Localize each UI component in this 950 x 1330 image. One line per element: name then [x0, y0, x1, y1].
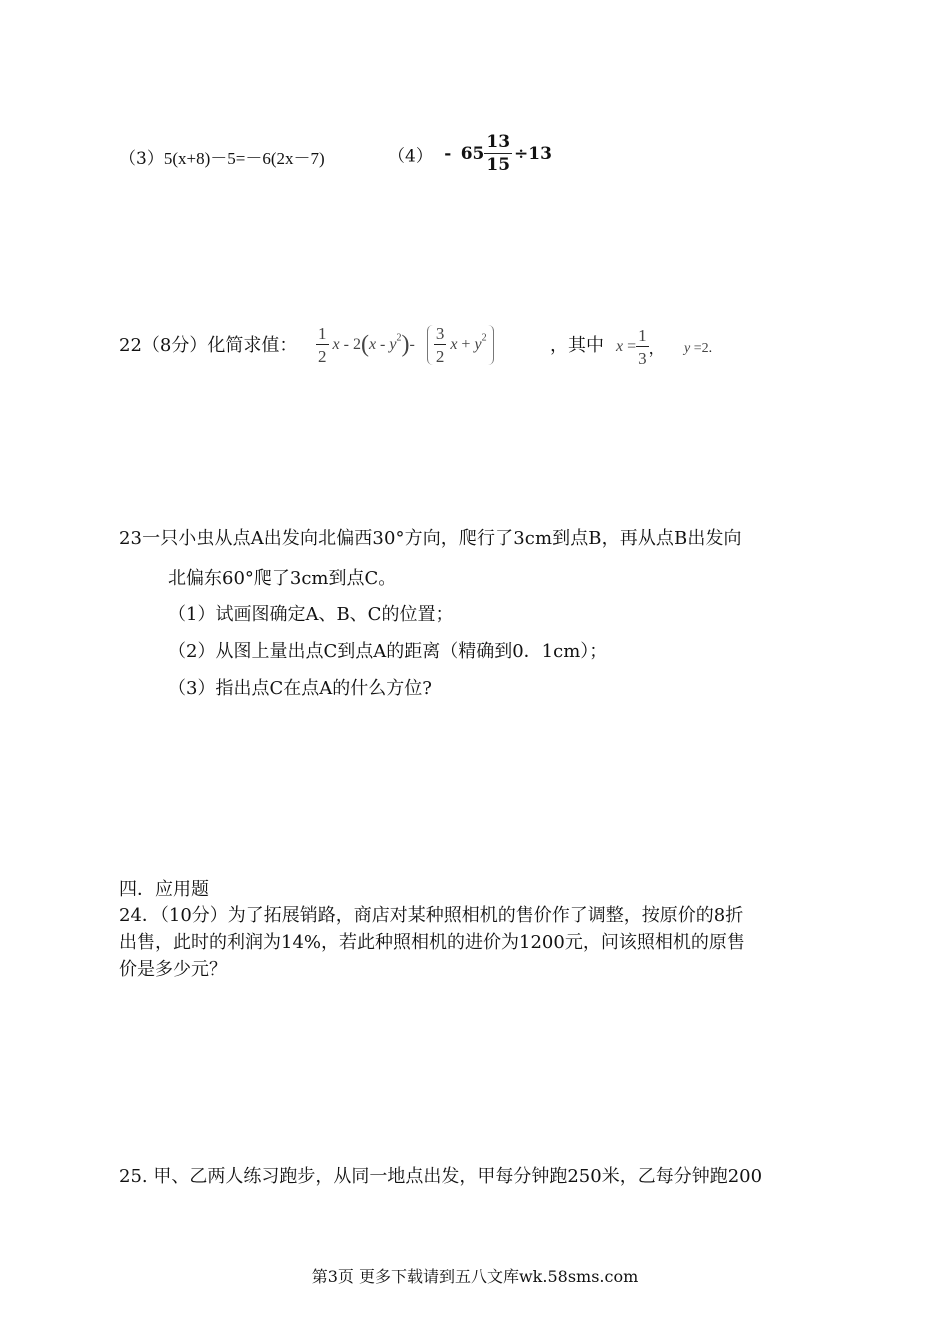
- page-footer: 第3页 更多下载请到五八文库wk.58sms.com: [311, 1267, 639, 1286]
- q22-bracket-group: [427, 325, 494, 365]
- q21-part4-sign: -: [444, 144, 452, 164]
- q22-two: 2: [352, 336, 361, 353]
- q22-expression: [316, 325, 494, 365]
- q22-lead: 22（8分）化简求值：: [119, 335, 298, 356]
- q21-part3-label: （3）: [119, 149, 164, 169]
- q22-half-denominator: 2: [318, 347, 327, 366]
- q22-three-denominator: 2: [435, 347, 445, 366]
- q21-part4: [388, 134, 552, 174]
- q22-x-2: x: [368, 336, 377, 353]
- q24-line-1: 24．（10分）为了拓展销路，商店对某种照相机的售价作了调整，按原价的8折: [119, 905, 744, 926]
- q22-rparen: ): [401, 331, 410, 358]
- q21-part4-label: （4）: [388, 146, 433, 167]
- q23-line-1: 23一只小虫从点A出发向北偏西30°方向，爬行了3cm到点B，再从点B出发向: [119, 528, 742, 549]
- q22-minus-2: -: [380, 336, 386, 353]
- q22-x-denominator: 3: [638, 349, 647, 368]
- q22-x-3: x: [450, 336, 458, 353]
- q22-x-numerator: 1: [638, 326, 647, 345]
- q22-x-value: [616, 327, 665, 367]
- q21-part4-whole: 65: [460, 144, 485, 164]
- q23-sub-2: （2）从图上量出点C到点A的距离（精确到0．1cm）；: [168, 641, 608, 662]
- section-4-title: 四．应用题: [119, 879, 209, 900]
- q24-line-3: 价是多少元？: [119, 959, 227, 980]
- q22-y-number: 2: [701, 341, 709, 356]
- q22-three-halves: [434, 325, 447, 365]
- q22-x-4: x: [616, 338, 624, 355]
- q22-x-1: x: [332, 336, 340, 353]
- q24-line-2: 出售，此时的利润为14%，若此种照相机的进价为1200元，问该照相机的原售: [119, 932, 745, 953]
- q23-sub-1: （1）试画图确定A、B、C的位置；: [168, 604, 454, 625]
- q22-minus-3: -: [409, 336, 415, 353]
- q22-comma: ，: [648, 340, 665, 358]
- q21-part4-fraction: [484, 134, 512, 174]
- q22-half-fraction: [316, 325, 329, 365]
- q21-part3: [119, 144, 325, 169]
- q22-sq-2: 2: [481, 332, 487, 344]
- q22-sq-1: 2: [396, 332, 402, 344]
- q22-lparen: (: [360, 331, 369, 358]
- q22-minus-1: -: [343, 336, 349, 353]
- q22-equals-1: =: [627, 338, 637, 355]
- q22-y-1: y: [389, 336, 397, 353]
- q21-part4-numerator: 13: [486, 132, 511, 152]
- q22-plus: +: [461, 336, 471, 353]
- q22-mid: ，其中: [550, 335, 604, 356]
- q22-dot: .: [708, 341, 713, 356]
- q23-sub-3: （3）指出点C在点A的什么方位?: [168, 678, 432, 699]
- q21-part4-denominator: 15: [486, 155, 511, 175]
- q22-three-numerator: 3: [435, 324, 445, 343]
- q22-y-3: y: [684, 341, 691, 356]
- q22-half-numerator: 1: [318, 324, 327, 343]
- q22-x-fraction: [636, 327, 649, 367]
- q23-line-2: 北偏东60°爬了3cm到点C。: [168, 568, 397, 589]
- q25-line-1: 25. 甲、乙两人练习跑步，从同一地点出发，甲每分钟跑250米，乙每分钟跑200: [119, 1166, 763, 1187]
- q21-part3-equation: 5(x+8)－5=－6(2x－7): [163, 149, 325, 168]
- q22-equals-2: =: [693, 341, 702, 356]
- q22-y-value: [684, 341, 712, 357]
- q22-y-2: y: [474, 336, 482, 353]
- q21-part4-rest: ÷13: [514, 144, 552, 164]
